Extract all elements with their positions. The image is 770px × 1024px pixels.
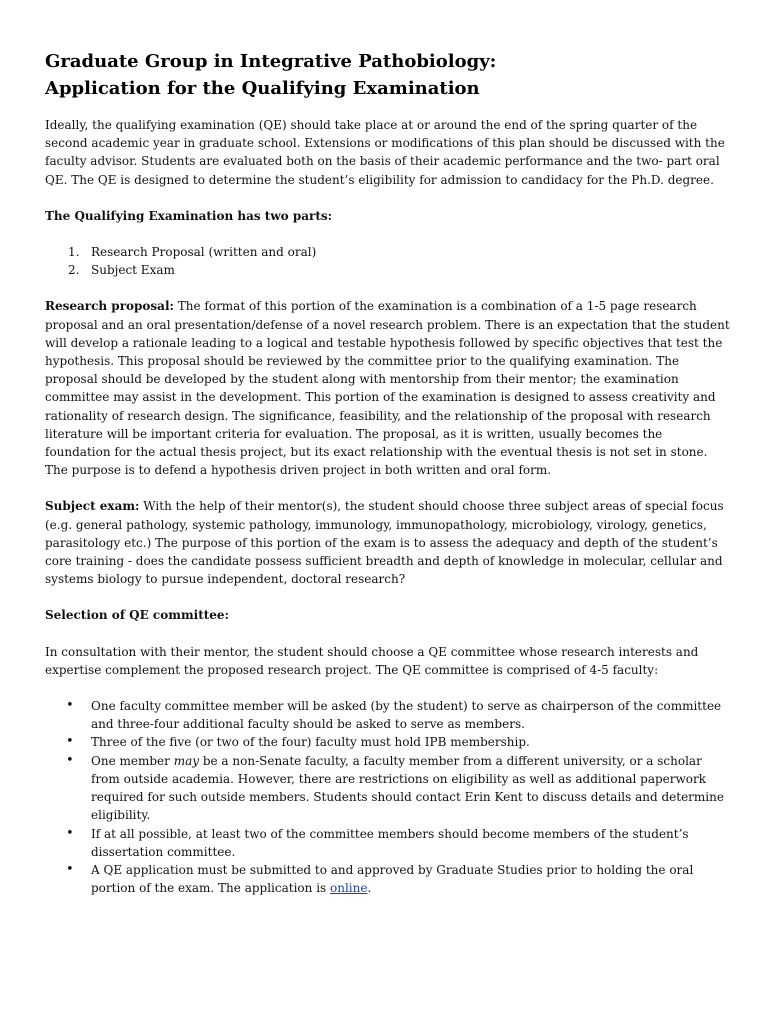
bullet-icon: • (66, 861, 74, 877)
list-item (45, 697, 730, 733)
subject-exam-label: Subject exam: (45, 499, 140, 514)
intro-paragraph: Ideally, the qualifying examination (QE) should take place at or around the end of the spring quarter of the second academic year in graduate school. Extensions or modifications of this plan should be discussed with the faculty advisor. Students are evaluated both on the basis of their academic performance and the two- part oral QE. The QE is designed to determine the student’s eligibility for admission to candidacy for the Ph.D. degree. (45, 118, 725, 187)
bullet-icon: • (66, 734, 74, 750)
parts-list (45, 243, 730, 279)
list-item (45, 825, 730, 861)
list-item (45, 261, 730, 279)
list-number: 2. (68, 263, 80, 278)
subject-exam-paragraph (45, 497, 730, 588)
text-segment: A QE application must be submitted to and approved by Graduate Studies prior to holding the oral portion of the exam. The application is (91, 862, 694, 896)
bullet-icon: • (66, 752, 74, 768)
bullet-icon: • (66, 825, 74, 841)
list-item (45, 733, 730, 751)
parts-heading: The Qualifying Examination has two parts: (45, 208, 333, 223)
subject-exam-text: With the help of their mentor(s), the student should choose three subject areas of special focus (e.g. general pathology, systemic pathology, immunology, immunopathology, microbiology, virology, genetics, parasitology etc.) The purpose of this portion of the exam is to assess the adequacy and depth of the student’s core training - does the candidate possess sufficient breadth and depth of knowledge in molecular, cellular and systems biology to pursue independent, doctoral research? (45, 499, 724, 587)
list-item-text: If at all possible, at least two of the committee members should become members of the student’s dissertation committee. (91, 826, 689, 859)
committee-heading: Selection of QE committee: (45, 608, 229, 623)
list-number: 1. (68, 245, 80, 260)
list-item-text (91, 754, 724, 823)
text-segment: . (367, 881, 372, 896)
research-proposal-text: The format of this portion of the examination is a combination of a 1-5 page research proposal and an oral presentation/defense of a novel research problem. There is an expectation that the student will develop a rationale leading to a logical and testable hypothesis followed by specific objectives that test the hypothesis. This proposal should be reviewed by the committee prior to the qualifying examination. The proposal should be developed by the student along with mentorship from their mentor; the examination committee may assist in the development. This portion of the examination is designed to assess creativity and rationality of research design. The significance, feasibility, and the relationship of the proposal with research literature will be important criteria for evaluation. The proposal, as it is written, usually becomes the foundation for the actual thesis project, but its exact relationship with the eventual thesis is not set in stone. The purpose is to defend a hypothesis driven project in both written and oral form. (45, 299, 730, 478)
list-item-text (91, 863, 693, 895)
committee-intro: In consultation with their mentor, the student should choose a QE committee whose research interests and expertise complement the proposed research project. The QE committee is comprised of 4-5 faculty: (45, 644, 699, 677)
online-application-link[interactable]: online (330, 881, 368, 896)
list-item-text: Subject Exam (91, 263, 175, 278)
list-item-text: One faculty committee member will be asked (by the student) to serve as chairperson of the committee and three-four additional faculty should be asked to serve as members. (91, 699, 722, 732)
title-line-2: Application for the Qualifying Examination (45, 78, 480, 99)
text-segment: One member (91, 753, 174, 768)
page-title (45, 48, 730, 102)
emphasis-may: may (173, 753, 199, 768)
title-line-1: Graduate Group in Integrative Pathobiology: (45, 51, 497, 72)
list-item (45, 861, 730, 897)
list-item (45, 243, 730, 261)
research-proposal-label: Research proposal: (45, 299, 174, 314)
text-segment: be a non-Senate faculty, a faculty member from a different university, or a scholar from outside academia. However, there are restrictions on eligibility as well as additional paperwork required for such outside members. Students should contact Erin Kent to discuss details and determine eligibility. (91, 753, 724, 823)
list-item-text: Research Proposal (written and oral) (91, 245, 317, 260)
list-item (45, 752, 730, 825)
research-proposal-paragraph (45, 297, 730, 479)
list-item-text: Three of the five (or two of the four) faculty must hold IPB membership. (91, 735, 530, 750)
committee-rules-list (45, 697, 730, 897)
bullet-icon: • (66, 698, 74, 714)
